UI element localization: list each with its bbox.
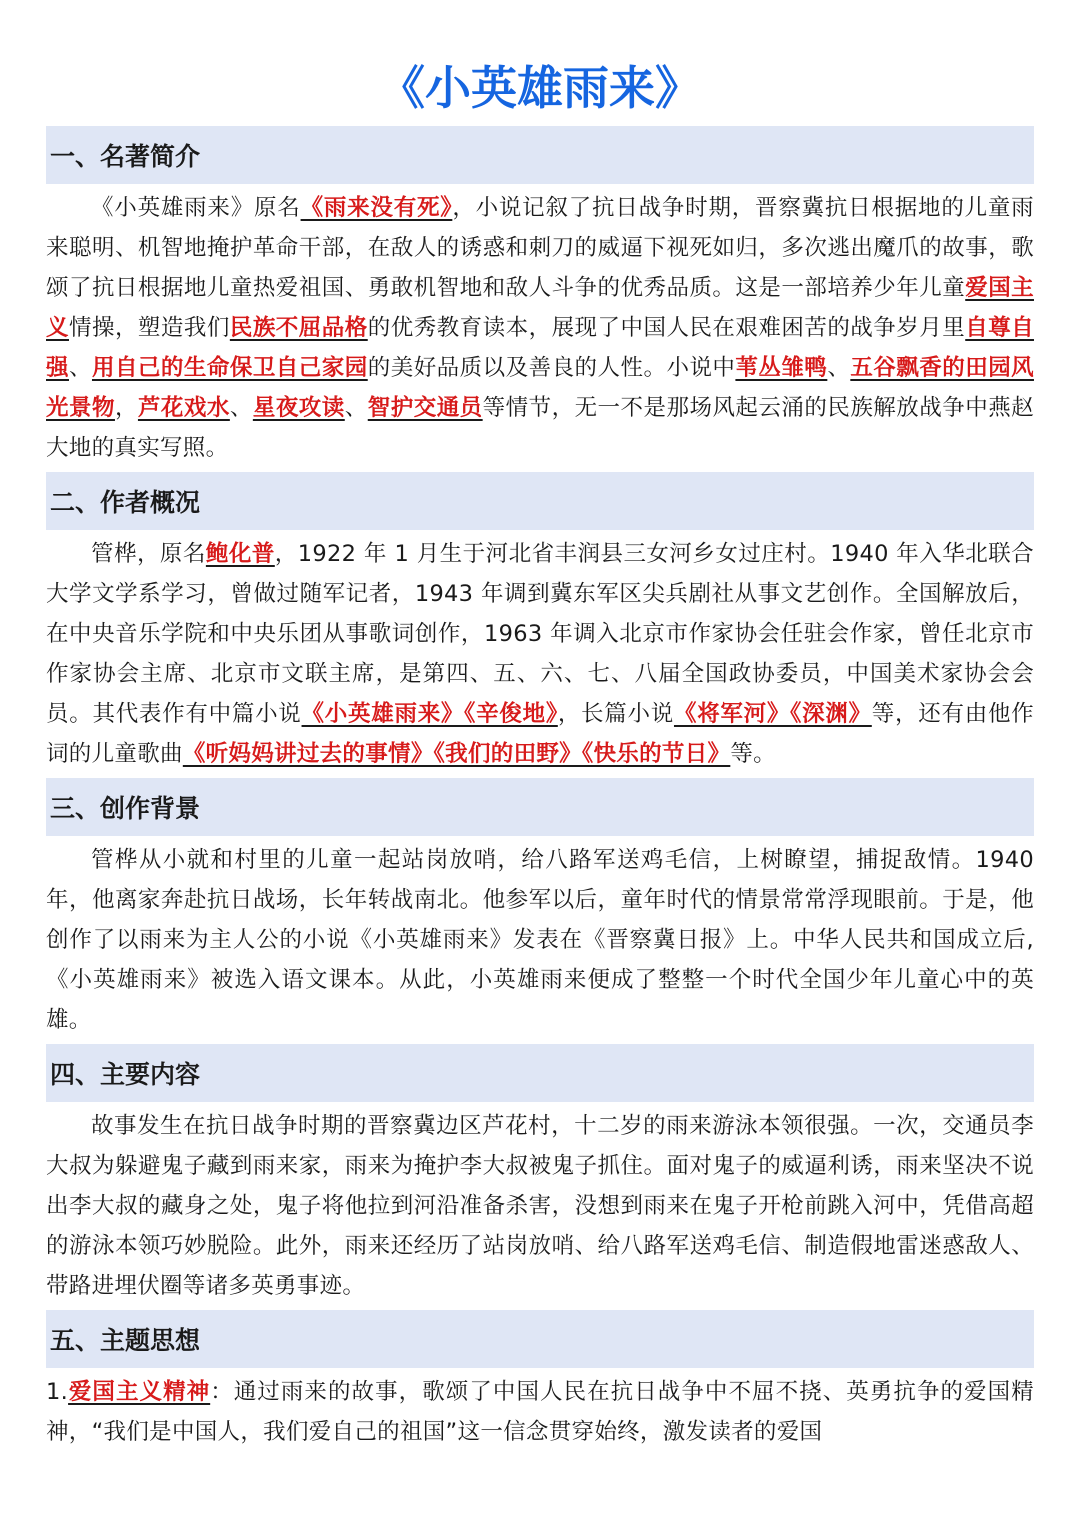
highlighted-term: 爱国主义精神 [68, 1379, 211, 1405]
text-run: ，长篇小说 [557, 701, 674, 727]
highlighted-term: 《小英雄雨来》《辛俊地》 [301, 701, 558, 727]
section-3 [46, 778, 1034, 1040]
highlighted-term: 苇丛雏鸭 [735, 355, 828, 381]
text-run: 、 [827, 355, 851, 381]
section-paragraph [46, 534, 1034, 774]
highlighted-term: 用自己的生命保卫自己家园 [91, 355, 368, 381]
highlighted-term: 自尊自强 [46, 315, 1034, 381]
document-title: 《小英雄雨来》 [379, 61, 701, 115]
section-heading: 一、名著简介 [46, 126, 1034, 184]
text-run: ：通过雨来的故事，歌颂了中国人民在抗日战争中不屈不挠、英勇抗争的爱国精神，“我们是中国人，我们爱自己的祖国”这一信念贯穿始终，激发读者的爱国 [46, 1379, 1034, 1445]
section-5 [46, 1310, 1034, 1452]
text-run: 的美好品质以及善良的人性。小说中 [367, 355, 736, 381]
highlighted-term: 民族不屈品格 [229, 315, 368, 341]
text-run: 情操，塑造我们 [68, 315, 230, 341]
text-run: 等情节，无一不是那场风起云涌的民族解放战争中燕赵大地的真实写照。 [46, 395, 1034, 461]
highlighted-term: 五谷飘香的田园风光景物 [46, 355, 1034, 421]
section-heading: 二、作者概况 [46, 472, 1034, 530]
section-paragraph [46, 1106, 1034, 1306]
highlighted-term: 爱国主义 [46, 275, 1034, 341]
text-run: 《小英雄雨来》原名 [91, 195, 301, 221]
text-run: 等，还有由他作词的儿童歌曲 [46, 701, 1034, 767]
text-run: 管桦从小就和村里的儿童一起站岗放哨，给八路军送鸡毛信，上树瞭望，捕捉敌情。1940 年，他离家奔赴抗日战场，长年转战南北。他参军以后，童年时代的情景常常浮现眼前。于是，他创作了以雨来为主人公的小说《小英雄雨来》发表在《晋察冀日报》上。中华人民共和国成立后,《小英雄雨来》被选入语文课本。从此，小英雄雨来便成了整整一个时代全国少年儿童心中的英雄。 [46, 847, 1034, 1033]
text-run: 管桦，原名 [91, 541, 206, 567]
text-run: 1. [46, 1379, 69, 1405]
text-run: 等。 [730, 741, 776, 767]
section-heading: 四、主要内容 [46, 1044, 1034, 1102]
section-paragraph [46, 1372, 1034, 1452]
section-paragraph [46, 188, 1034, 468]
section-paragraph [46, 840, 1034, 1040]
text-run: 故事发生在抗日战争时期的晋察冀边区芦花村，十二岁的雨来游泳本领很强。一次，交通员李大叔为躲避鬼子藏到雨来家，雨来为掩护李大叔被鬼子抓住。面对鬼子的威逼利诱，雨来坚决不说出李大叔的藏身之处，鬼子将他拉到河沿准备杀害，没想到雨来在鬼子开枪前跳入河中，凭借高超的游泳本领巧妙脱险。此外，雨来还经历了站岗放哨、给八路军送鸡毛信、制造假地雷迷惑敌人、带路进埋伏圈等诸多英勇事迹。 [46, 1113, 1034, 1299]
highlighted-term: 芦花戏水 [137, 395, 230, 421]
section-2 [46, 472, 1034, 774]
highlighted-term: 智护交通员 [367, 395, 483, 421]
text-run: 的优秀教育读本，展现了中国人民在艰难困苦的战争岁月里 [367, 315, 966, 341]
text-run: 、 [229, 395, 253, 421]
highlighted-term: 鲍化普 [205, 541, 275, 567]
section-4 [46, 1044, 1034, 1306]
text-run: ，1922 年 1 月生于河北省丰润县三女河乡女过庄村。1940 年入华北联合大学文学系学习，曾做过随军记者，1943 年调到冀东军区尖兵剧社从事文艺创作。全国解放后，在中央音乐学院和中央乐团从事歌词创作，1963 年调入北京市作家协会任驻会作家，曾任北京市作家协会主席、北京市文联主席，是第四、五、六、七、八届全国政协委员，中国美术家协会会员。其代表作有中篇小说 [46, 541, 1034, 727]
section-heading: 三、创作背景 [46, 778, 1034, 836]
section-1 [46, 126, 1034, 468]
section-heading: 五、主题思想 [46, 1310, 1034, 1368]
text-run: 、 [344, 395, 368, 421]
highlighted-term: 星夜攻读 [252, 395, 345, 421]
highlighted-term: 《雨来没有死》 [300, 195, 453, 221]
text-run: ，小说记叙了抗日战争时期，晋察冀抗日根据地的儿童雨来聪明、机智地掩护革命干部，在敌人的诱惑和刺刀的威逼下视死如归，多次逃出魔爪的故事，歌颂了抗日根据地儿童热爱祖国、勇敢机智地和敌人斗争的优秀品质。这是一部培养少年儿童 [46, 195, 1034, 301]
text-run: ， [114, 395, 138, 421]
text-run: 、 [68, 355, 92, 381]
highlighted-term: 《将军河》《深渊》 [673, 701, 872, 727]
highlighted-term: 《听妈妈讲过去的事情》《我们的田野》《快乐的节日》 [182, 741, 731, 767]
sections-container [46, 126, 1034, 1452]
